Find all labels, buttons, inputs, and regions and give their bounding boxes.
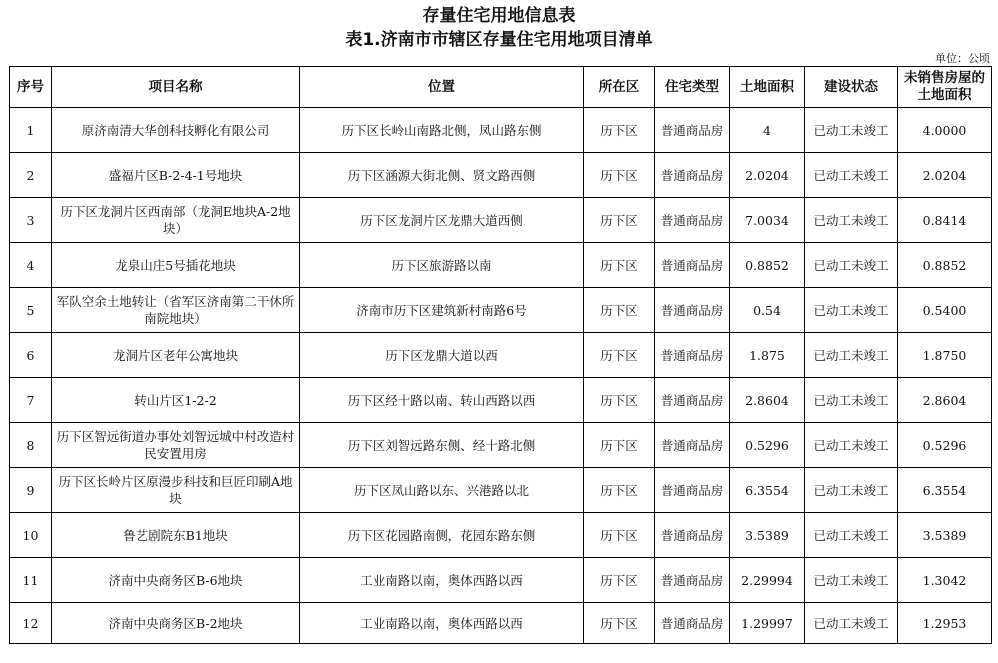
table-row	[10, 468, 992, 513]
cell-unsold-area: 1.3042	[898, 558, 992, 603]
cell-seq: 12	[10, 603, 52, 644]
cell-project-name: 济南中央商务区B-2地块	[52, 603, 300, 644]
cell-project-name: 历下区龙洞片区西南部（龙洞E地块A-2地块）	[52, 198, 300, 243]
cell-status: 已动工未竣工	[805, 513, 898, 558]
cell-project-name: 转山片区1-2-2	[52, 378, 300, 423]
table-body	[10, 108, 992, 644]
cell-land-area: 1.875	[730, 333, 805, 378]
cell-housing-type: 普通商品房	[655, 108, 730, 153]
cell-seq: 2	[10, 153, 52, 198]
cell-status: 已动工未竣工	[805, 153, 898, 198]
cell-seq: 5	[10, 288, 52, 333]
cell-status: 已动工未竣工	[805, 558, 898, 603]
table-row	[10, 558, 992, 603]
cell-status: 已动工未竣工	[805, 198, 898, 243]
cell-seq: 7	[10, 378, 52, 423]
cell-project-name: 龙泉山庄5号插花地块	[52, 243, 300, 288]
cell-unsold-area: 0.5400	[898, 288, 992, 333]
cell-unsold-area: 0.8852	[898, 243, 992, 288]
cell-location: 工业南路以南，奥体西路以西	[300, 558, 584, 603]
cell-project-name: 历下区智远街道办事处刘智远城中村改造村民安置用房	[52, 423, 300, 468]
cell-status: 已动工未竣工	[805, 423, 898, 468]
cell-project-name: 龙洞片区老年公寓地块	[52, 333, 300, 378]
cell-unsold-area: 3.5389	[898, 513, 992, 558]
unit-note: 单位：公顷	[935, 52, 990, 65]
cell-district: 历下区	[584, 378, 655, 423]
cell-location: 历下区涵源大街北侧、贤文路西侧	[300, 153, 584, 198]
cell-housing-type: 普通商品房	[655, 513, 730, 558]
header-area: 土地面积	[730, 67, 805, 108]
cell-district: 历下区	[584, 198, 655, 243]
cell-status: 已动工未竣工	[805, 378, 898, 423]
cell-location: 历下区旅游路以南	[300, 243, 584, 288]
cell-seq: 1	[10, 108, 52, 153]
cell-seq: 6	[10, 333, 52, 378]
cell-status: 已动工未竣工	[805, 108, 898, 153]
cell-location: 工业南路以南，奥体西路以西	[300, 603, 584, 644]
header-unsold	[898, 67, 992, 108]
cell-unsold-area: 2.0204	[898, 153, 992, 198]
table-row	[10, 603, 992, 644]
cell-unsold-area: 1.2953	[898, 603, 992, 644]
cell-location: 历下区经十路以南、转山西路以西	[300, 378, 584, 423]
cell-housing-type: 普通商品房	[655, 378, 730, 423]
table-header-row	[10, 67, 992, 108]
header-seq: 序号	[10, 67, 52, 108]
cell-status: 已动工未竣工	[805, 333, 898, 378]
cell-project-name: 济南中央商务区B-6地块	[52, 558, 300, 603]
table-row	[10, 423, 992, 468]
table-row	[10, 198, 992, 243]
cell-location: 历下区龙洞片区龙鼎大道西侧	[300, 198, 584, 243]
cell-unsold-area: 1.8750	[898, 333, 992, 378]
cell-location: 历下区刘智远路东侧、经十路北侧	[300, 423, 584, 468]
header-type: 住宅类型	[655, 67, 730, 108]
cell-project-name: 军队空余土地转让（省军区济南第二干休所南院地块）	[52, 288, 300, 333]
table-row	[10, 243, 992, 288]
land-table	[9, 66, 992, 644]
cell-location: 历下区长岭山南路北侧，凤山路东侧	[300, 108, 584, 153]
cell-housing-type: 普通商品房	[655, 558, 730, 603]
header-district: 所在区	[584, 67, 655, 108]
header-location: 位置	[300, 67, 584, 108]
document-title: 存量住宅用地信息表	[422, 6, 576, 26]
cell-housing-type: 普通商品房	[655, 468, 730, 513]
cell-housing-type: 普通商品房	[655, 423, 730, 468]
cell-housing-type: 普通商品房	[655, 603, 730, 644]
cell-land-area: 1.29997	[730, 603, 805, 644]
table-row	[10, 288, 992, 333]
cell-unsold-area: 0.5296	[898, 423, 992, 468]
cell-seq: 3	[10, 198, 52, 243]
cell-district: 历下区	[584, 513, 655, 558]
cell-unsold-area: 6.3554	[898, 468, 992, 513]
cell-land-area: 0.54	[730, 288, 805, 333]
cell-seq: 9	[10, 468, 52, 513]
cell-land-area: 6.3554	[730, 468, 805, 513]
cell-district: 历下区	[584, 108, 655, 153]
cell-housing-type: 普通商品房	[655, 153, 730, 198]
cell-seq: 4	[10, 243, 52, 288]
cell-land-area: 0.8852	[730, 243, 805, 288]
table-row	[10, 333, 992, 378]
cell-status: 已动工未竣工	[805, 288, 898, 333]
cell-location: 历下区凤山路以东、兴港路以北	[300, 468, 584, 513]
cell-project-name: 原济南清大华创科技孵化有限公司	[52, 108, 300, 153]
cell-location: 历下区龙鼎大道以西	[300, 333, 584, 378]
cell-housing-type: 普通商品房	[655, 198, 730, 243]
cell-status: 已动工未竣工	[805, 243, 898, 288]
table-row	[10, 108, 992, 153]
cell-housing-type: 普通商品房	[655, 288, 730, 333]
cell-status: 已动工未竣工	[805, 468, 898, 513]
table-caption: 表1.济南市市辖区存量住宅用地项目清单	[345, 30, 653, 50]
cell-district: 历下区	[584, 243, 655, 288]
cell-unsold-area: 0.8414	[898, 198, 992, 243]
table-row	[10, 153, 992, 198]
cell-land-area: 2.8604	[730, 378, 805, 423]
cell-housing-type: 普通商品房	[655, 243, 730, 288]
header-name: 项目名称	[52, 67, 300, 108]
cell-seq: 11	[10, 558, 52, 603]
cell-land-area: 4	[730, 108, 805, 153]
cell-unsold-area: 4.0000	[898, 108, 992, 153]
cell-land-area: 2.29994	[730, 558, 805, 603]
table-row	[10, 513, 992, 558]
cell-project-name: 盛福片区B-2-4-1号地块	[52, 153, 300, 198]
cell-land-area: 0.5296	[730, 423, 805, 468]
cell-unsold-area: 2.8604	[898, 378, 992, 423]
cell-district: 历下区	[584, 153, 655, 198]
header-unsold-line2: 土地面积	[917, 87, 972, 103]
cell-seq: 8	[10, 423, 52, 468]
cell-land-area: 3.5389	[730, 513, 805, 558]
cell-district: 历下区	[584, 603, 655, 644]
cell-project-name: 历下区长岭片区原漫步科技和巨匠印刷A地块	[52, 468, 300, 513]
cell-district: 历下区	[584, 288, 655, 333]
header-unsold-line1: 未销售房屋的	[904, 70, 985, 86]
table-row	[10, 378, 992, 423]
cell-status: 已动工未竣工	[805, 603, 898, 644]
cell-project-name: 鲁艺剧院东B1地块	[52, 513, 300, 558]
cell-location: 历下区花园路南侧，花园东路东侧	[300, 513, 584, 558]
header-status: 建设状态	[805, 67, 898, 108]
cell-land-area: 7.0034	[730, 198, 805, 243]
cell-district: 历下区	[584, 423, 655, 468]
cell-seq: 10	[10, 513, 52, 558]
cell-land-area: 2.0204	[730, 153, 805, 198]
cell-district: 历下区	[584, 468, 655, 513]
cell-location: 济南市历下区建筑新村南路6号	[300, 288, 584, 333]
cell-housing-type: 普通商品房	[655, 333, 730, 378]
cell-district: 历下区	[584, 333, 655, 378]
cell-district: 历下区	[584, 558, 655, 603]
